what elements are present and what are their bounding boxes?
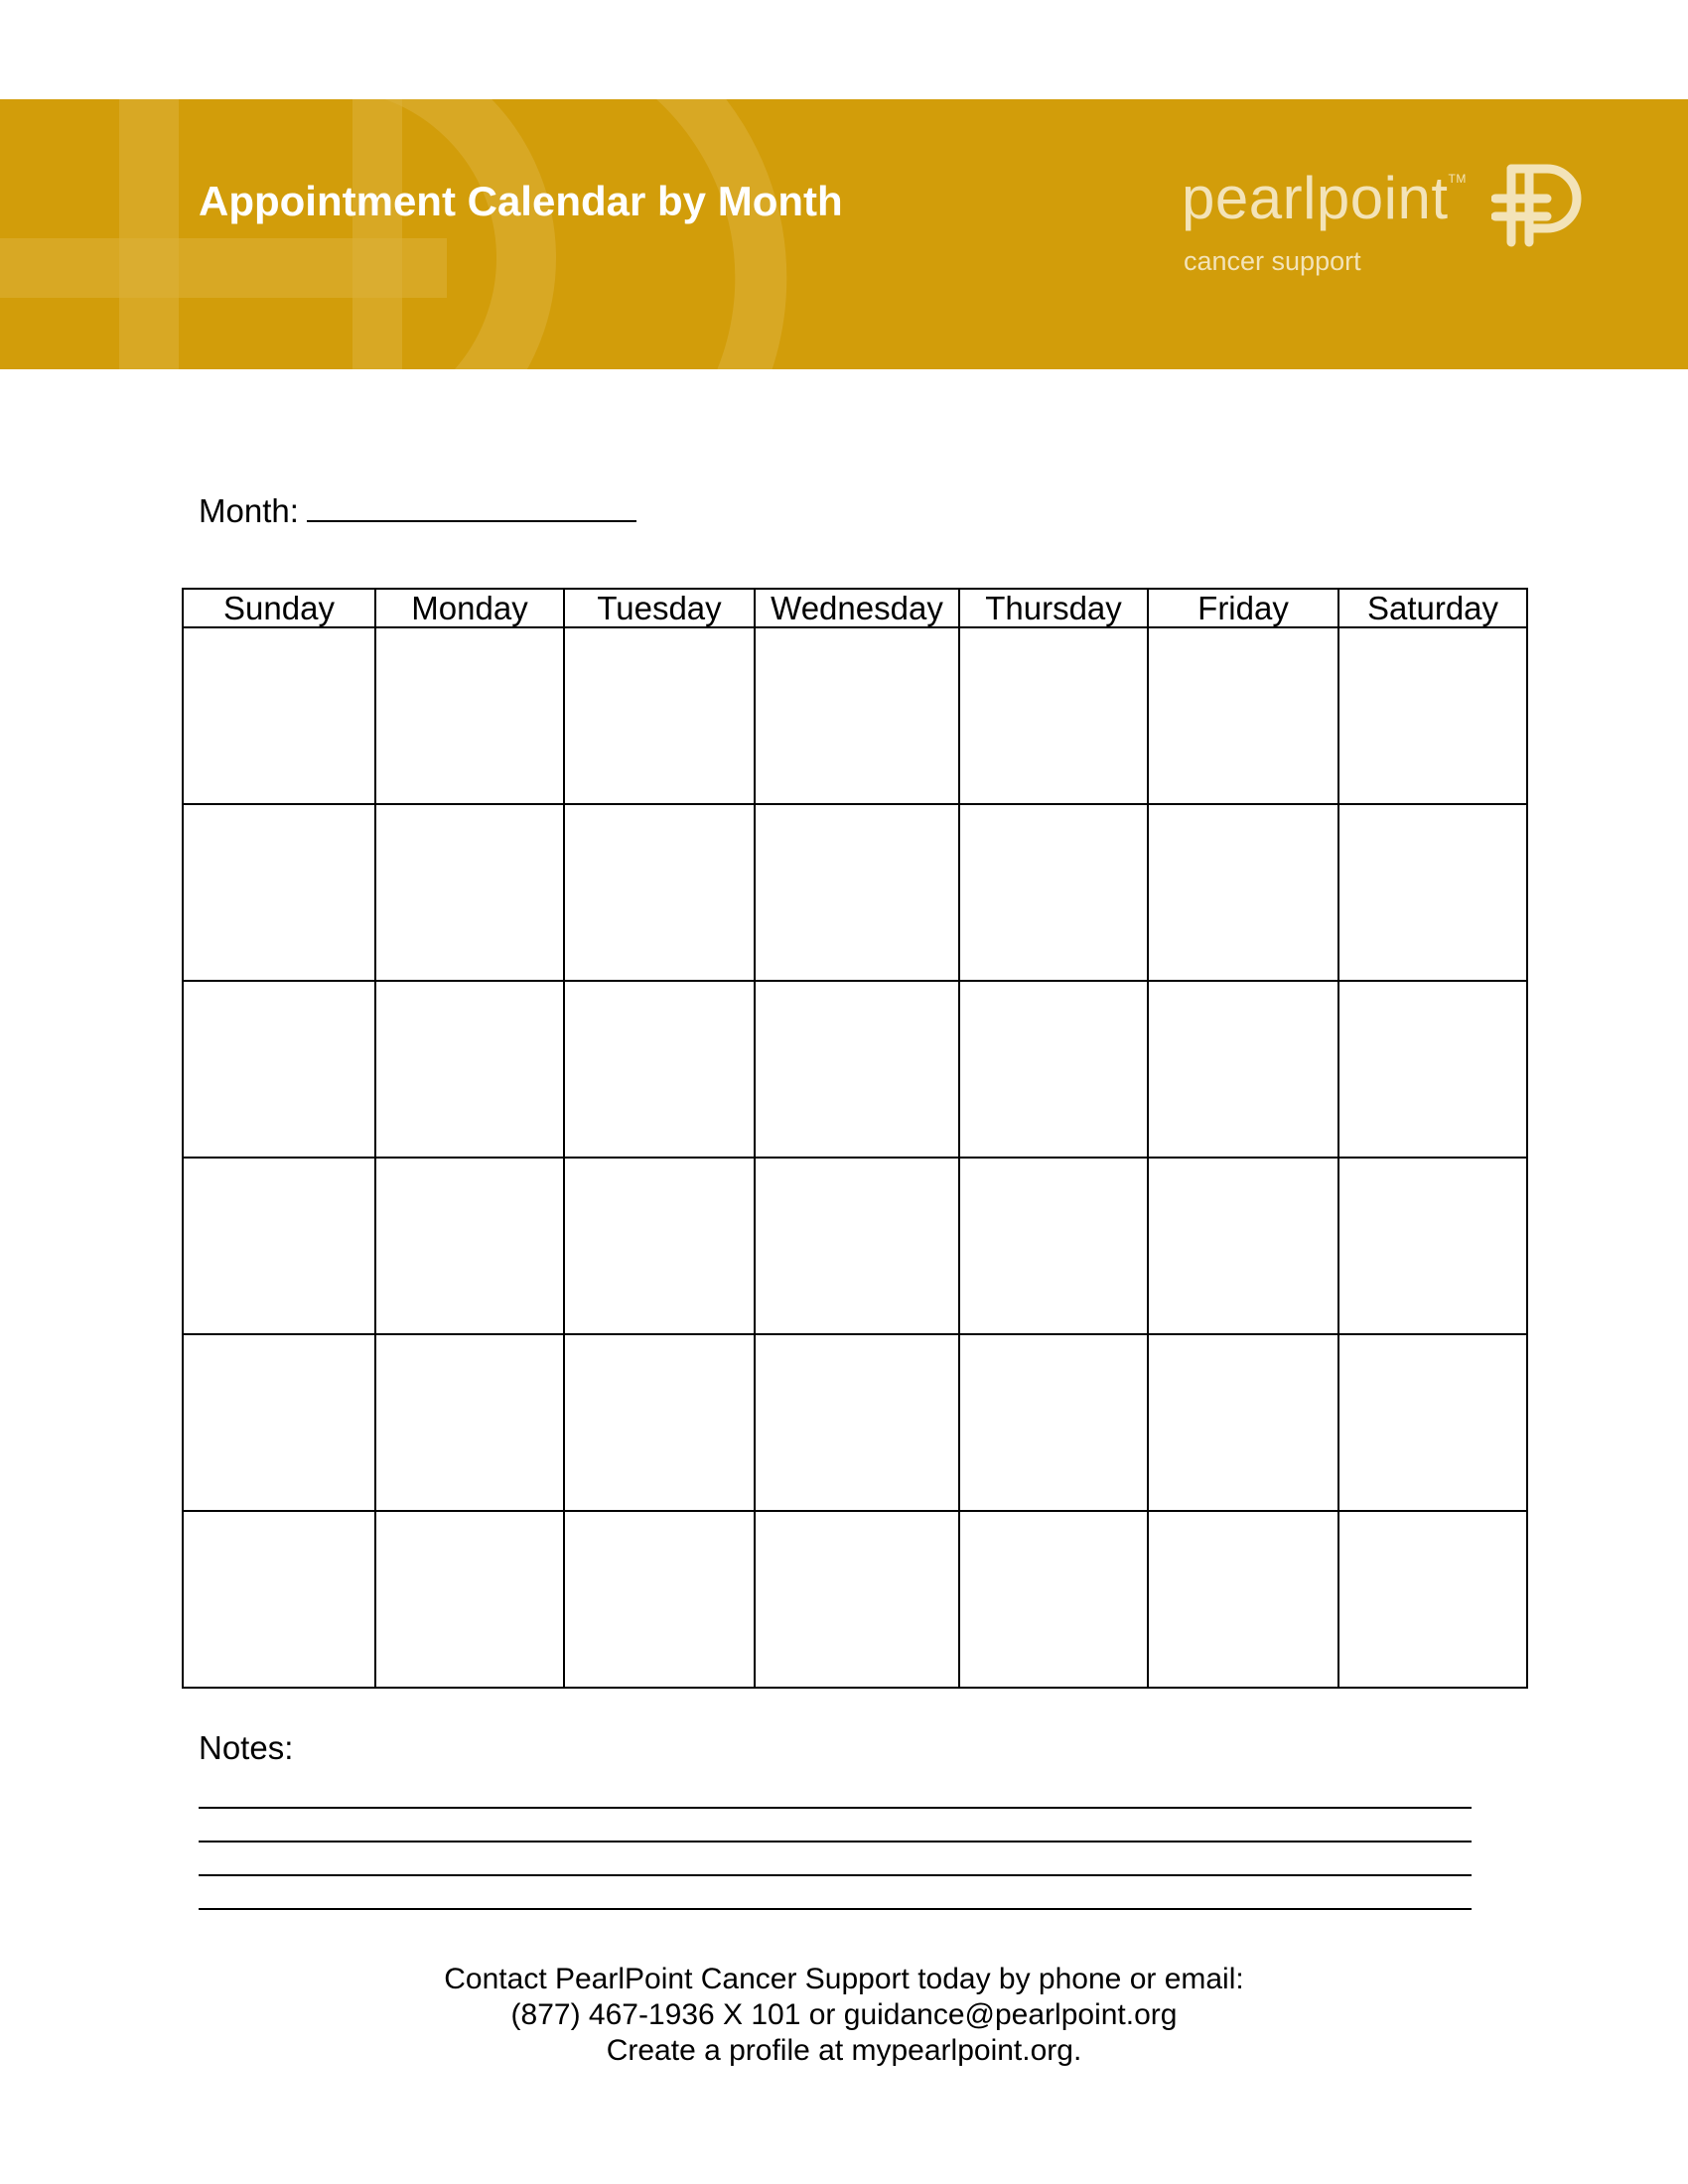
weekday-header-row xyxy=(183,589,1527,627)
calendar-day-cell[interactable] xyxy=(1148,1158,1338,1334)
calendar-week-row xyxy=(183,1511,1527,1688)
pearlpoint-logo xyxy=(1182,151,1599,290)
calendar-day-cell[interactable] xyxy=(183,981,375,1158)
calendar-day-cell[interactable] xyxy=(755,804,959,981)
calendar-week-row xyxy=(183,1158,1527,1334)
calendar-day-cell[interactable] xyxy=(1338,1334,1527,1511)
contact-line: Create a profile at mypearlpoint.org. xyxy=(606,2034,1082,2067)
calendar-week-row xyxy=(183,804,1527,981)
logo-tagline: cancer support xyxy=(1184,246,1361,276)
calendar-day-cell[interactable] xyxy=(375,804,564,981)
calendar-day-cell[interactable] xyxy=(959,627,1148,804)
calendar-day-cell[interactable] xyxy=(564,981,755,1158)
calendar-day-cell[interactable] xyxy=(755,1334,959,1511)
calendar-day-cell[interactable] xyxy=(183,1334,375,1511)
calendar-day-cell[interactable] xyxy=(375,1511,564,1688)
contact-line: Contact PearlPoint Cancer Support today by phone or email: xyxy=(444,1963,1244,1995)
calendar-day-cell[interactable] xyxy=(375,627,564,804)
weekday-header: Friday xyxy=(1148,589,1338,627)
calendar-day-cell[interactable] xyxy=(564,1158,755,1334)
calendar-day-cell[interactable] xyxy=(1148,1511,1338,1688)
contact-info xyxy=(0,1962,1688,2069)
calendar-day-cell[interactable] xyxy=(1338,1158,1527,1334)
calendar-day-cell[interactable] xyxy=(959,1511,1148,1688)
calendar-day-cell[interactable] xyxy=(1148,1334,1338,1511)
calendar-week-row xyxy=(183,627,1527,804)
calendar-day-cell[interactable] xyxy=(959,1334,1148,1511)
calendar-day-cell[interactable] xyxy=(959,804,1148,981)
calendar-day-cell[interactable] xyxy=(959,981,1148,1158)
calendar-day-cell[interactable] xyxy=(1148,981,1338,1158)
notes-writing-line[interactable] xyxy=(199,1874,1472,1876)
calendar-day-cell[interactable] xyxy=(564,627,755,804)
logo-mark-icon xyxy=(1491,155,1591,254)
calendar-day-cell[interactable] xyxy=(564,1334,755,1511)
calendar-day-cell[interactable] xyxy=(755,1158,959,1334)
calendar-day-cell[interactable] xyxy=(1338,1511,1527,1688)
calendar-day-cell[interactable] xyxy=(1338,981,1527,1158)
weekday-header: Sunday xyxy=(183,589,375,627)
calendar-day-cell[interactable] xyxy=(755,627,959,804)
page-title: Appointment Calendar by Month xyxy=(199,178,843,224)
weekday-header: Wednesday xyxy=(755,589,959,627)
calendar-day-cell[interactable] xyxy=(564,804,755,981)
calendar-day-cell[interactable] xyxy=(755,981,959,1158)
calendar-day-cell[interactable] xyxy=(375,981,564,1158)
month-field xyxy=(199,494,636,527)
month-input-line[interactable] xyxy=(307,494,636,522)
calendar-day-cell[interactable] xyxy=(183,1158,375,1334)
calendar-weeks xyxy=(183,627,1527,1688)
month-label: Month: xyxy=(199,492,299,529)
contact-line: (877) 467-1936 X 101 or guidance@pearlpoint.org xyxy=(510,1998,1178,2031)
calendar-day-cell[interactable] xyxy=(375,1158,564,1334)
calendar-week-row xyxy=(183,981,1527,1158)
calendar-day-cell[interactable] xyxy=(1338,627,1527,804)
calendar-day-cell[interactable] xyxy=(564,1511,755,1688)
calendar-day-cell[interactable] xyxy=(755,1511,959,1688)
notes-writing-line[interactable] xyxy=(199,1841,1472,1843)
header-banner xyxy=(0,99,1688,369)
weekday-header: Monday xyxy=(375,589,564,627)
logo-wordmark: pearlpoint™ xyxy=(1182,165,1467,231)
weekday-header: Saturday xyxy=(1338,589,1527,627)
notes-label: Notes: xyxy=(199,1729,294,1766)
notes-writing-line[interactable] xyxy=(199,1807,1472,1809)
calendar-day-cell[interactable] xyxy=(183,804,375,981)
calendar-day-cell[interactable] xyxy=(959,1158,1148,1334)
notes-writing-line[interactable] xyxy=(199,1908,1472,1910)
calendar-day-cell[interactable] xyxy=(183,627,375,804)
calendar-day-cell[interactable] xyxy=(1148,804,1338,981)
weekday-header: Thursday xyxy=(959,589,1148,627)
calendar-day-cell[interactable] xyxy=(375,1334,564,1511)
calendar-day-cell[interactable] xyxy=(1338,804,1527,981)
calendar-day-cell[interactable] xyxy=(1148,627,1338,804)
month-calendar-grid xyxy=(182,588,1528,1689)
weekday-header: Tuesday xyxy=(564,589,755,627)
calendar-day-cell[interactable] xyxy=(183,1511,375,1688)
calendar-week-row xyxy=(183,1334,1527,1511)
